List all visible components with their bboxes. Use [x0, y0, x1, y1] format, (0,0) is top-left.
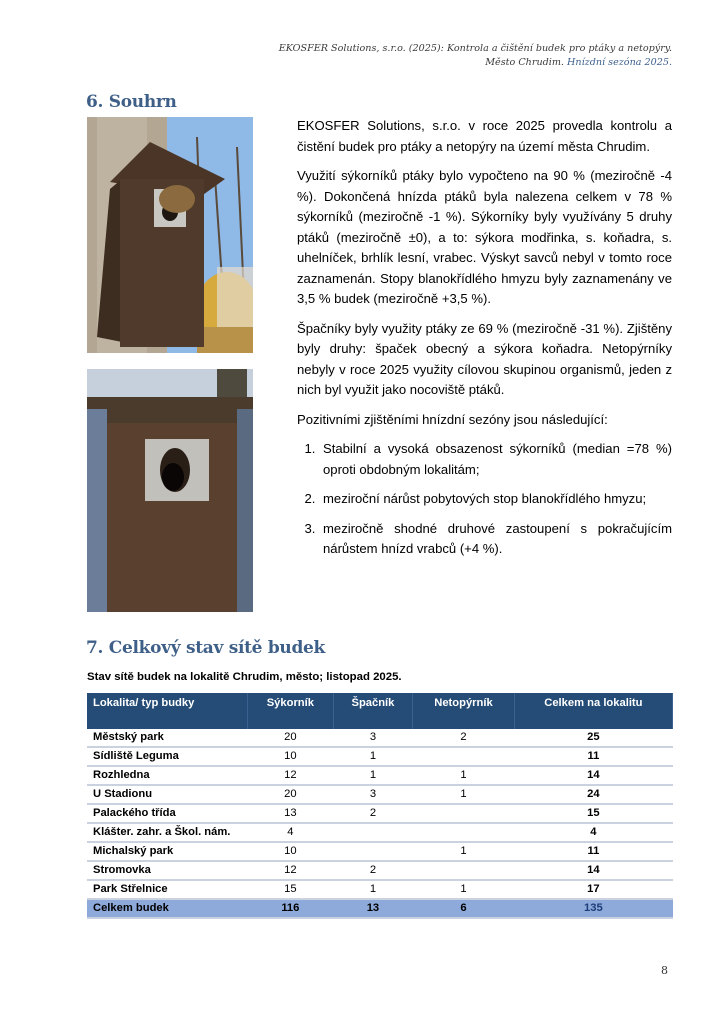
total-cell-celkem: 135: [514, 899, 672, 918]
cell-celkem: 25: [514, 729, 672, 747]
nest-box-tree-image: [87, 117, 253, 353]
cell-sykornik: 10: [248, 842, 334, 861]
cell-celkem: 24: [514, 785, 672, 804]
cell-celkem: 11: [514, 747, 672, 766]
cell-netopyrnik: [413, 823, 515, 842]
table-caption: Stav sítě budek na lokalitě Chrudim, město; listopad 2025.: [87, 671, 402, 683]
photo-nest-box-entrance: [87, 369, 253, 612]
cell-celkem: 11: [514, 842, 672, 861]
cell-netopyrnik: [413, 747, 515, 766]
cell-celkem: 15: [514, 804, 672, 823]
cell-netopyrnik: 1: [413, 785, 515, 804]
page-number: 8: [661, 964, 668, 977]
running-header: [279, 42, 672, 70]
table-header-row: [87, 693, 673, 729]
column-header-spacnik: Špačník: [333, 693, 413, 729]
section-heading-souhrn: 6. Souhrn: [86, 92, 177, 112]
cell-spacnik: 1: [333, 766, 413, 785]
cell-netopyrnik: 1: [413, 842, 515, 861]
cell-lokalita: Městský park: [87, 729, 248, 747]
cell-lokalita: Palackého třída: [87, 804, 248, 823]
summary-paragraph-sykorniky: Využití sýkorníků ptáky bylo vypočteno na 90 % (meziročně -4 %). Dokončená hnízda ptáků byla nalezena celkem v 78 % sýkorníků (meziročně -1 %). Sýkorníky byly využívány 5 druhy ptáků (meziročně ±0), a to: sýkora modřinka, s. koňadra, s. uhelníček, brhlík lesní, vrabec. Výskyt savců nebyl v tomto roce zaznamenán. Stopy blanokřídlého hmyzu byly zaznamenány ve 3,5 % budek (meziročně +3,5 %).: [297, 168, 672, 306]
cell-sykornik: 20: [248, 785, 334, 804]
cell-lokalita: Sídliště Leguma: [87, 747, 248, 766]
nest-box-entrance-image: [87, 369, 253, 612]
nest-box-network-table: [87, 693, 673, 919]
list-item: 2. meziroční nárůst pobytových stop blanokřídlého hmyzu;: [319, 489, 672, 510]
running-header-season: Hnízdní sezóna 2025.: [567, 57, 672, 68]
cell-spacnik: [333, 823, 413, 842]
total-cell-sykornik: 116: [248, 899, 334, 918]
summary-paragraph-intro: EKOSFER Solutions, s.r.o. v roce 2025 provedla kontrolu a čistění budek pro ptáky a netopýry na území města Chrudim.: [297, 118, 672, 154]
cell-celkem: 4: [514, 823, 672, 842]
cell-sykornik: 15: [248, 880, 334, 899]
cell-sykornik: 13: [248, 804, 334, 823]
list-item: 1. Stabilní a vysoká obsazenost sýkorníků (median =78 %) oproti obdobným lokalitám;: [319, 439, 672, 480]
cell-lokalita: Rozhledna: [87, 766, 248, 785]
column-header-sykornik: Sýkorník: [248, 693, 334, 729]
cell-netopyrnik: 1: [413, 766, 515, 785]
cell-sykornik: 12: [248, 861, 334, 880]
total-cell-lokalita: Celkem budek: [87, 899, 248, 918]
cell-celkem: 14: [514, 861, 672, 880]
cell-sykornik: 12: [248, 766, 334, 785]
photo-nest-box-on-tree: [87, 117, 253, 353]
cell-netopyrnik: 1: [413, 880, 515, 899]
positive-findings-list: [297, 439, 672, 560]
table-row: [87, 861, 673, 880]
table-total-row: [87, 899, 673, 918]
cell-spacnik: 2: [333, 804, 413, 823]
summary-paragraph-positives-intro: Pozitivními zjištěními hnízdní sezóny jsou následující:: [297, 411, 608, 427]
cell-netopyrnik: 2: [413, 729, 515, 747]
summary-paragraph-spacniky: Špačníky byly využity ptáky ze 69 % (meziročně -31 %). Zjištěny byly druhy: špaček obecný a sýkora koňadra. Netopýrníky nebyly v roce 2025 využity cílovou skupinou organismů, jeden z nich byl využit jako nocoviště ptáků.: [297, 320, 672, 397]
column-header-celkem: Celkem na lokalitu: [514, 693, 672, 729]
table-row: [87, 842, 673, 861]
cell-celkem: 14: [514, 766, 672, 785]
table-row: [87, 880, 673, 899]
column-header-netopyrnik: Netopýrník: [413, 693, 515, 729]
column-header-lokalita: Lokalita/ typ budky: [87, 693, 248, 729]
cell-spacnik: [333, 842, 413, 861]
cell-netopyrnik: [413, 804, 515, 823]
running-header-line1: EKOSFER Solutions, s.r.o. (2025): Kontrola a čištění budek pro ptáky a netopýry.: [278, 43, 672, 54]
cell-celkem: 17: [514, 880, 672, 899]
total-cell-netopyrnik: 6: [413, 899, 515, 918]
cell-spacnik: 3: [333, 785, 413, 804]
summary-text: [297, 116, 672, 569]
cell-lokalita: Park Střelnice: [87, 880, 248, 899]
table-row: [87, 823, 673, 842]
cell-lokalita: Stromovka: [87, 861, 248, 880]
cell-sykornik: 4: [248, 823, 334, 842]
cell-spacnik: 2: [333, 861, 413, 880]
cell-lokalita: Michalský park: [87, 842, 248, 861]
cell-lokalita: Klášter. zahr. a Škol. nám.: [87, 823, 248, 842]
table-row: [87, 747, 673, 766]
cell-sykornik: 10: [248, 747, 334, 766]
table-row: [87, 785, 673, 804]
cell-lokalita: U Stadionu: [87, 785, 248, 804]
cell-spacnik: 1: [333, 880, 413, 899]
list-item: 3. meziročně shodné druhové zastoupení s pokračujícím nárůstem hnízd vrabců (+4 %).: [319, 519, 672, 560]
section-heading-stav-site: 7. Celkový stav sítě budek: [86, 638, 326, 658]
total-cell-spacnik: 13: [333, 899, 413, 918]
table-row: [87, 804, 673, 823]
cell-spacnik: 1: [333, 747, 413, 766]
running-header-line2: [279, 56, 672, 70]
table-row: [87, 729, 673, 747]
running-header-city: Město Chrudim.: [485, 57, 564, 68]
table-row: [87, 766, 673, 785]
cell-netopyrnik: [413, 861, 515, 880]
cell-spacnik: 3: [333, 729, 413, 747]
cell-sykornik: 20: [248, 729, 334, 747]
